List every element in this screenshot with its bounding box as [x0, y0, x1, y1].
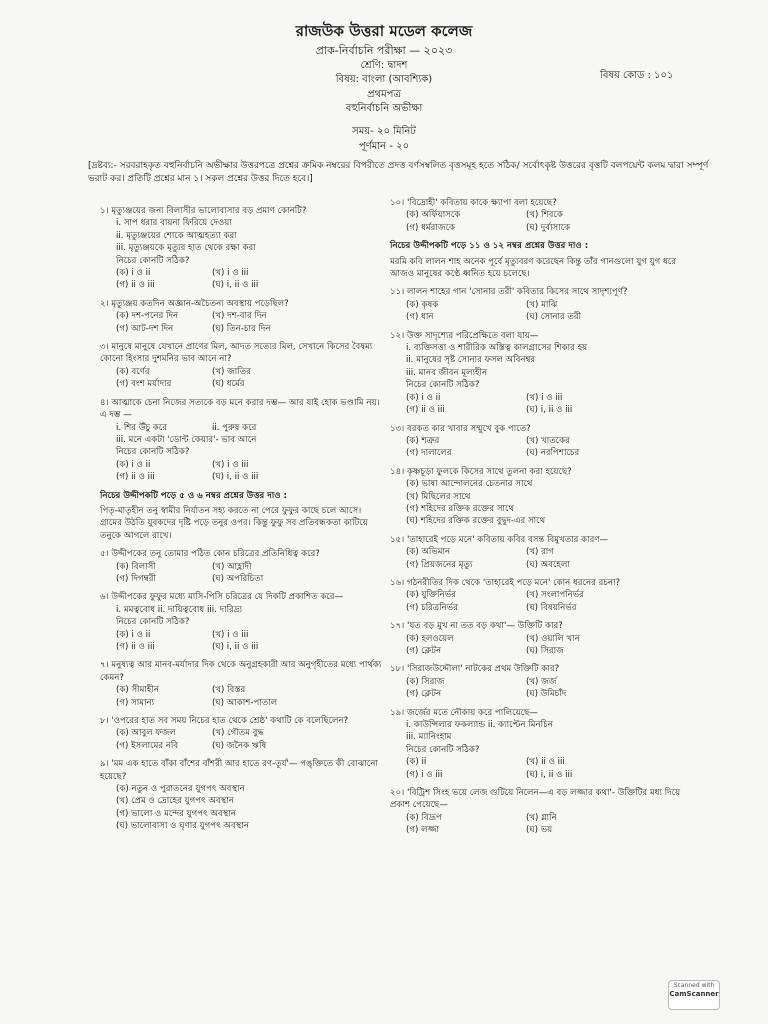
- option: (গ) লজ্জা: [406, 825, 439, 836]
- question-20: [390, 787, 690, 837]
- right-column: [390, 197, 690, 843]
- option: (ঘ) ভয়: [526, 825, 553, 836]
- question-6: [100, 591, 385, 653]
- option: (গ) বংশ মর্যাদার: [116, 379, 172, 390]
- question-ask: নিচের কোনটি সঠিক?: [116, 617, 190, 628]
- option: (গ) ইসলামের নবি: [116, 740, 179, 751]
- question-10: [390, 197, 690, 234]
- option: (গ) ii ও iii: [116, 280, 155, 291]
- left-column: [100, 205, 385, 839]
- question-16: [390, 577, 690, 614]
- subject-label: বিষয়: বাংলা (আবশ্যিক): [335, 74, 433, 85]
- question-4: [100, 397, 385, 484]
- question-9: [100, 758, 385, 832]
- question-8: [100, 715, 385, 752]
- option: (ঘ) অপরিচিতা: [212, 573, 264, 584]
- option: (গ) শহিদের রক্তিক রক্তের সাথে: [406, 503, 515, 514]
- option: (ক) আবুল ফজল: [116, 728, 176, 739]
- option: (ঘ) দুর্বাসাকে: [526, 222, 571, 233]
- option: (খ) গৌতম বুদ্ধ: [212, 728, 264, 739]
- exam-title: প্রাক-নির্বাচনি পরীক্ষা — ২০২৩: [315, 44, 453, 57]
- question-11: [390, 286, 690, 323]
- option: (ঘ) সিরাজ: [526, 646, 564, 656]
- option: (খ) ii ও iii: [526, 757, 565, 768]
- option: (খ) গ্লানি: [526, 812, 557, 823]
- option: (ঘ) অবহেলা: [526, 559, 570, 570]
- question-ask: নিচের কোনটি সঠিক?: [406, 380, 480, 391]
- option: (ঘ) i, ii ও iii: [212, 472, 259, 483]
- question-15: [390, 534, 690, 571]
- question-7: [100, 659, 385, 709]
- option: (ক) বর্ণের: [116, 366, 150, 377]
- option: (ক) i ও ii: [116, 459, 151, 470]
- option: (ক) অর্ফিয়াসকে: [406, 210, 461, 221]
- exam-type: বহুনির্বাচনি অভীক্ষা: [345, 103, 423, 114]
- scanner-line1: Scanned with: [673, 982, 715, 989]
- option: (ক) i ও ii: [116, 629, 151, 640]
- statement: i. কাউন্সিলার ফকল্যান্ড ii. ক্যাপ্টেন মিনচিন: [406, 720, 553, 731]
- option: (ক) নতুন ও পুরাতনের যুগপৎ অবস্থান: [116, 784, 245, 795]
- option: (ক) বিদ্রূপ: [406, 812, 442, 823]
- statement: i. সাপ ধরার বায়না ফিরিয়ে দেওয়া: [116, 218, 232, 229]
- statement: ii. মৃত্যুঞ্জয়ের শোকে আত্মহত্যা করা: [116, 230, 237, 241]
- question-13: [390, 423, 690, 460]
- option: (ক) কৃষক: [406, 299, 439, 310]
- option: (গ) চরিত্রনির্ভর: [406, 602, 458, 613]
- paper-label: প্রথমপত্র: [367, 89, 401, 100]
- option: (ঘ) i, ii ও iii: [526, 405, 573, 416]
- option: (ক) শত্রুর: [406, 435, 440, 446]
- option: (ক) হলওয়েল: [406, 633, 454, 644]
- statement: iii. ম্যানিংহাম: [406, 732, 452, 743]
- statement: iii. মানব জীবন মূল্যহীন: [406, 367, 488, 378]
- question-text: ১। মৃত্যুঞ্জয়ের জন্য বিলাসীর ভালোবাসার বড় প্রমাণ কোনটি?: [100, 206, 307, 216]
- option: (গ) ii ও iii: [116, 472, 155, 483]
- option: (গ) ধর্মরাজকে: [406, 222, 456, 233]
- question-17: [390, 620, 690, 657]
- statement: ii. পুরুষ করে: [212, 422, 257, 433]
- option: (গ) আট-দশ দিন: [116, 323, 174, 334]
- camscanner-logo-icon: CamScanner: [669, 990, 719, 998]
- class-label: শ্রেণি: দ্বাদশ: [360, 60, 408, 71]
- option: (ঘ) i, ii ও iii: [526, 769, 573, 780]
- option: (খ) বিস্তর: [212, 685, 246, 696]
- option: (ঘ) তিন-চার দিন: [212, 323, 271, 334]
- option: (গ) ii ও iii: [406, 405, 445, 416]
- option: (গ) সামান্য: [116, 697, 155, 708]
- option: (গ) ক্লেটন: [406, 646, 442, 656]
- question-text: ১২। উক্ত সাদৃশ্যের পরিপ্রেক্ষিতে বলা যায়—: [390, 330, 539, 341]
- question-12: [390, 330, 690, 417]
- question-text: ৭। মনুষ্যত্ব আর মানব-মর্যাদার দিক থেকে অনুগ্রহকারী আর অনুগৃহীতের মধ্যে পার্থক্য কেমন?: [100, 660, 382, 683]
- question-3: [100, 341, 385, 391]
- option: (খ) জাতির: [212, 366, 251, 377]
- stem-context: মরমি কবি লালন শাহ অনেক পূর্বে মৃত্যুবরণ করেছেন কিন্তু তাঁর গানগুলো যুগ যুগ ধরে আজও মানুষের কণ্ঠে ধ্বনিত হয়ে চলেছে।: [390, 256, 676, 280]
- question-text: ১৩। বরকত কার খাবার সম্মুখে বুক পাতে?: [390, 423, 531, 434]
- option: (গ) ভালো ও মন্দের যুগপৎ অবস্থান: [116, 808, 236, 819]
- question-19: [390, 707, 690, 781]
- question-18: [390, 663, 690, 700]
- instruction-text: [দ্রষ্টব্য:- সরবরাহকৃত বহুনির্বাচনি অভীক্ষার উত্তরপত্রে প্রশ্নের ক্রমিক নম্বরের বিপরীতে প্রদত্ত বর্ণসম্বলিত বৃত্তসমূহ হতে সঠিক/ সর্বোৎকৃষ্ট উত্তরের বৃত্তটি বলপয়েন্ট কলম দ্বারা সম্পূর্ণ ভরাট কর। প্রতিটি প্রশ্নের মান ১। সকল প্রশ্নের উত্তর দিতে হবে।]: [88, 161, 709, 184]
- question-text: ১৪। কৃষ্ণচূড়া ফুলকে কিসের সাথে তুলনা করা হয়েছে?: [390, 466, 572, 477]
- option: (ঘ) জনৈক ঋষি: [212, 740, 267, 751]
- option: (ঘ) i, ii ও iii: [212, 642, 259, 652]
- stem-context: পিতৃ-মাতৃহীন তনু স্বামীর নির্যাতন সহ্য করতে না পেরে ফুফুর কাছে চলে আসে। গ্রামের উঠতি যুবকদের দৃষ্টি পড়ে তনুর ওপর। কিন্তু ফুফু সব প্রতিবন্ধকতা কাটিয়ে তনুকে আগলে রাখে।: [100, 505, 368, 541]
- question-text: ৪। আত্মাকে চেনা নিজের সত্যকে বড় মনে করার দম্ভ— আর যাই হোক ভণ্ডামি নয়। এ দম্ভ —: [100, 397, 380, 421]
- question-text: ৯। 'মম এক হাতে বাঁকা বাঁশের বাঁশরী আর হাতে রণ-তূর্য'— পঙ্‌ক্তিতে কী বোঝানো হয়েছে?: [100, 759, 378, 782]
- option: (গ) দালালের: [406, 448, 452, 459]
- option: (ক) বিলাসী: [116, 561, 156, 572]
- option: (খ) i ও iii: [212, 629, 249, 640]
- option: (ঘ) ভালোবাসা ও ঘৃণার যুগপৎ অবস্থান: [116, 821, 249, 832]
- stem-heading: নিচের উদ্দীপকটি পড়ে ১১ ও ১২ নম্বর প্রশ্নের উত্তর দাও :: [390, 241, 589, 252]
- option: (খ) রাগ: [526, 547, 554, 558]
- option: (খ) খাতকের: [526, 435, 570, 446]
- option: (ঘ) বিষয়নির্ভর: [526, 602, 577, 613]
- question-5: [100, 548, 385, 585]
- option: (ক) i ও ii: [406, 392, 441, 403]
- question-text: ২। মৃত্যুঞ্জয় কতদিন অজ্ঞান-অচৈতন্য অবস্থায় পড়েছিল?: [100, 298, 289, 309]
- option: (খ) i ও iii: [212, 459, 249, 470]
- option: (ঘ) সোনার তরী: [526, 312, 582, 323]
- statement: ii. মানুষের সৃষ্ট সোনার ফসল অবিনশ্বর: [406, 355, 536, 366]
- stem-heading: নিচের উদ্দীপকটি পড়ে ৫ ও ৬ নম্বর প্রশ্নের উত্তর দাও :: [100, 490, 287, 501]
- option: (খ) আহ্লাদী: [212, 561, 252, 572]
- option: (খ) i ও iii: [212, 268, 249, 279]
- question-text: ৬। উদ্দীপকের ফুফুর মধ্যে মাসি-পিসি চরিত্রের যে দিকটি প্রকাশিত করে—: [100, 592, 344, 603]
- statement: iii. মৃত্যুঞ্জয়কে মৃত্যুর হাত থেকে রক্ষা করা: [116, 243, 256, 254]
- option: (ক) ভাষা আন্দোলনের চেতনার সাথে: [406, 479, 533, 490]
- marks-label: পূর্ণমান - ২০: [358, 141, 410, 152]
- statement: i. মমত্ববোধ ii. দায়িত্ববোধ iii. দারিদ্র্য: [116, 604, 242, 615]
- question-text: ১৮। 'সিরাজউদ্দৌলা' নাটকের প্রথম উক্তিটি কার?: [390, 664, 560, 675]
- option: (ঘ) নরপিশাচের: [526, 448, 580, 459]
- question-ask: নিচের কোনটি সঠিক?: [406, 744, 480, 755]
- question-text: ১৬। গঠনরীতির দিক থেকে 'তাহারেই পড়ে মনে' কোন ধরনের রচনা?: [390, 577, 621, 588]
- question-text: ৮। 'ওপরের হাত সব সময় নিচের হাত থেকে শ্রেষ্ঠ' কথাটি কে বলেছিলেন?: [100, 716, 349, 727]
- option: (ক) সীমাহীন: [116, 685, 159, 696]
- question-text: ২০। 'বিট্রিশ সিংহ ভয়ে লেজ গুটিয়ে নিলেন—এ বড় লজ্জার কথা'- উক্তিটির মধ্য দিয়ে প্রকাশ পেয়েছে—: [390, 788, 681, 811]
- question-2: [100, 298, 385, 335]
- option: (গ) i ও iii: [406, 769, 443, 780]
- scanner-watermark: [668, 980, 720, 1010]
- option: (ক) সিরাজ: [406, 676, 445, 687]
- question-text: ১০। 'বিদ্রোহী' কবিতায় কাকে ক্ষ্যাপা বলা হয়েছে?: [390, 198, 557, 208]
- option: (খ) দশ-বার দিন: [212, 311, 267, 322]
- question-ask: নিচের কোনটি সঠিক?: [116, 447, 190, 458]
- option: (ক) যুক্তিনির্ভর: [406, 590, 456, 601]
- option: (খ) প্রেম ও দ্রোহের যুগপৎ অবস্থান: [116, 796, 234, 807]
- question-1: [100, 205, 385, 292]
- option: (ক) দশ-পনের দিন: [116, 311, 179, 322]
- option: (গ) ক্লেটন: [406, 689, 442, 700]
- option: (ক) i ও ii: [116, 268, 151, 279]
- option: (গ) ধান: [406, 312, 434, 323]
- question-ask: নিচের কোনটি সঠিক?: [116, 255, 190, 266]
- subject-code: বিষয় কোড : ১০১: [600, 70, 674, 81]
- statement: i. শির উঁচু করে: [116, 422, 168, 433]
- option: (খ) জর্জ: [526, 676, 557, 687]
- option: (গ) ii ও iii: [116, 642, 155, 652]
- option: (খ) মাঝি: [526, 299, 558, 310]
- option: (ঘ) শহিদের রক্তিক রক্তের বুদ্বুদ-এর সাথে: [406, 516, 546, 527]
- question-text: ৩। মানুষে মানুষে যেখানে প্রাণের মিল, আদত সত্যের মিল, সেখানে কিসের বৈষম্য কোনো হিংসার দুশমনির ভাব আনে না?: [100, 342, 373, 365]
- option: (ঘ) ধর্মের: [212, 379, 245, 390]
- option: (ক) অভিমান: [406, 547, 451, 558]
- option: (ক) ii: [406, 757, 427, 768]
- question-text: ১৭। 'যত বড় মুখ না তত বড় কথা'— উক্তিটি কার?: [390, 621, 563, 632]
- option: (খ) ওয়ালি খান: [526, 633, 580, 644]
- option: (খ) মিছিলের সাথে: [406, 491, 471, 502]
- statement: iii. মনে একটা 'ডোন্ট কেয়ার'- ভাব আনে: [116, 434, 257, 445]
- college-name: রাজউক উত্তরা মডেল কলেজ: [295, 22, 473, 40]
- option: (ঘ) আকাশ-পাতাল: [212, 697, 278, 708]
- option: (ঘ) i, ii ও iii: [212, 280, 259, 291]
- question-text: ১১। লালন শাহের গান 'সোনার তরী' কবিতার কিসের সাথে সাদৃশ্যপূর্ণ?: [390, 287, 628, 298]
- question-text: ১৯। জর্জের মতে নৌকায় করে পালিয়েছে—: [390, 707, 538, 718]
- option: (ঘ) উমিচাঁদ: [526, 689, 567, 700]
- option: (গ) দিগম্বরী: [116, 573, 156, 584]
- statement: i. ব্যক্তিসত্তা ও শারীরিক অস্তিত্ব কালগ্রাসের শিকার হয়: [406, 343, 588, 354]
- option: (গ) প্রিয়জনের মৃত্যু: [406, 559, 473, 570]
- option: (খ) i ও iii: [526, 392, 563, 403]
- question-14: [390, 466, 690, 528]
- question-text: ৫। উদ্দীপকের তনু তোমার পঠিত কোন চরিত্রের প্রতিনিধিত্ব করে?: [100, 549, 320, 560]
- option: (খ) সংলাপনির্ভর: [526, 590, 584, 601]
- option: (খ) শিবকে: [526, 210, 563, 221]
- time-label: সময়- ২০ মিনিট: [352, 126, 416, 137]
- question-text: ১৫। 'তাহারেই পড়ে মনে' কবিতায় কবির বসন্ত বিমুখতার কারণ—: [390, 534, 609, 545]
